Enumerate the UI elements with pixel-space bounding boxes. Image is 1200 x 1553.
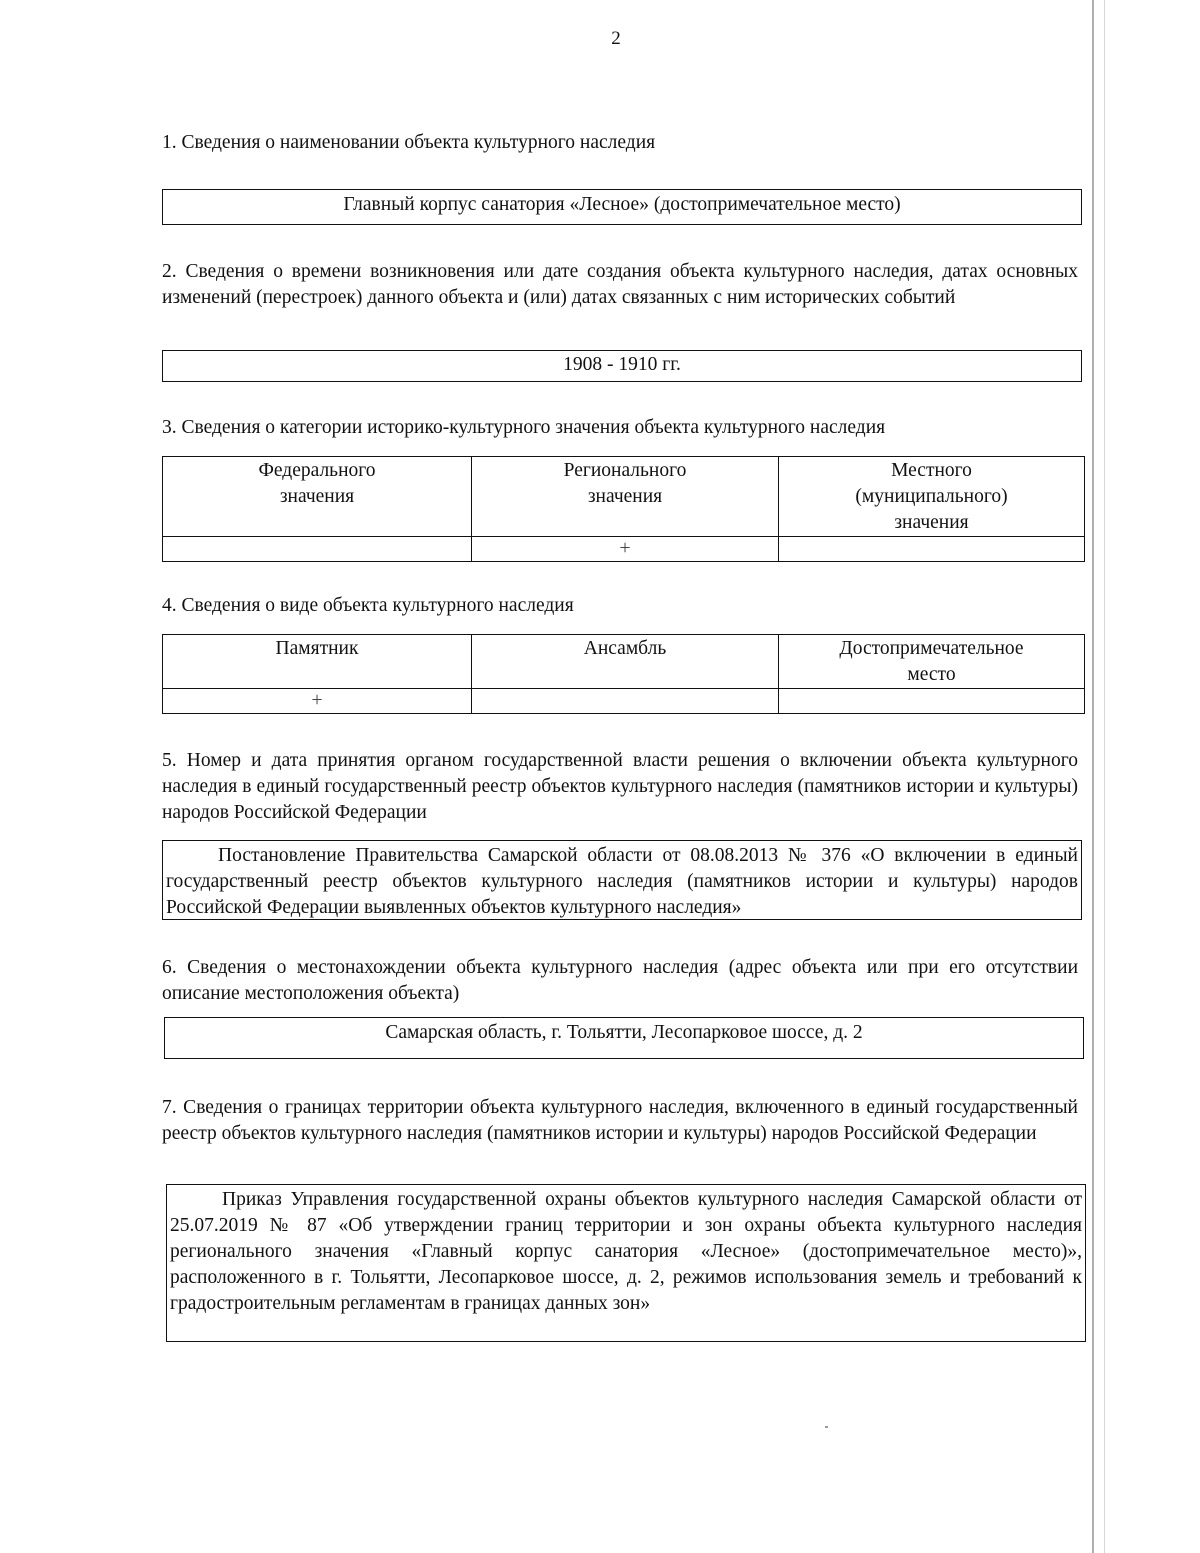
category-local-mark bbox=[779, 537, 1085, 562]
category-federal-mark bbox=[163, 537, 472, 562]
section-1-heading: 1. Сведения о наименовании объекта культурного наследия bbox=[162, 132, 656, 153]
section-2-value-box bbox=[162, 350, 1082, 382]
creation-date: 1908 - 1910 гг. bbox=[563, 354, 681, 375]
section-5-heading: 5. Номер и дата принятия органом государственной власти решения о включении объекта культурного наследия в единый государственный реестр объектов культурного наследия (памятников истории и культуры) народов Российской Федерации bbox=[162, 750, 1078, 823]
type-table bbox=[162, 634, 1085, 714]
section-6-heading: 6. Сведения о местонахождении объекта культурного наследия (адрес объекта или при его отсутствии описание местоположения объекта) bbox=[162, 957, 1078, 1004]
section-6-value-box bbox=[164, 1017, 1084, 1059]
page-number: 2 bbox=[611, 28, 621, 49]
category-table bbox=[162, 456, 1085, 562]
section-4-heading: 4. Сведения о виде объекта культурного наследия bbox=[162, 595, 574, 616]
scan-edge-line bbox=[1092, 0, 1094, 1553]
section-5-value-box bbox=[162, 840, 1082, 920]
section-7-value-box bbox=[166, 1184, 1086, 1342]
boundary-order: Приказ Управления государственной охраны объектов культурного наследия Самарской области от 25.07.2019 № 87 «Об утверждении границ территории и зон охраны объекта культурного наследия регионального значения «Главный корпус санатория «Лесное» (достопримечательное место)», расположенного в г. Тольятти, Лесопарковое шоссе, д. 2, режимов использования земель и требований к градостроительным регламентам в границах данных зон» bbox=[170, 1189, 1082, 1314]
category-federal-header: Федерального значения bbox=[163, 457, 472, 537]
section-3-heading: 3. Сведения о категории историко-культурного значения объекта культурного наследия bbox=[162, 417, 886, 438]
type-monument-mark: + bbox=[163, 689, 472, 714]
scan-speck bbox=[825, 1426, 828, 1428]
section-2-heading: 2. Сведения о времени возникновения или дате создания объекта культурного наследия, датах основных изменений (перестроек) данного объекта и (или) датах связанных с ним исторических событий bbox=[162, 261, 1078, 308]
registry-decision: Постановление Правительства Самарской области от 08.08.2013 № 376 «О включении в единый государственный реестр объектов культурного наследия (памятников истории и культуры) народов Российской Федерации выявленных объектов культурного наследия» bbox=[166, 845, 1078, 918]
category-regional-mark: + bbox=[472, 537, 779, 562]
category-regional-header: Регионального значения bbox=[472, 457, 779, 537]
type-landmark-mark bbox=[779, 689, 1085, 714]
type-ensemble-mark bbox=[472, 689, 779, 714]
type-monument-header: Памятник bbox=[163, 635, 472, 689]
object-name: Главный корпус санатория «Лесное» (достопримечательное место) bbox=[343, 194, 901, 215]
section-1-value-box bbox=[162, 189, 1082, 225]
object-address: Самарская область, г. Тольятти, Лесопарковое шоссе, д. 2 bbox=[385, 1022, 863, 1043]
category-local-header: Местного (муниципального) значения bbox=[779, 457, 1085, 537]
scan-edge-line bbox=[1104, 0, 1105, 1553]
type-landmark-header: Достопримечательное место bbox=[779, 635, 1085, 689]
section-7-heading: 7. Сведения о границах территории объекта культурного наследия, включенного в единый государственный реестр объектов культурного наследия (памятников истории и культуры) народов Российской Федерации bbox=[162, 1097, 1078, 1144]
type-ensemble-header: Ансамбль bbox=[472, 635, 779, 689]
